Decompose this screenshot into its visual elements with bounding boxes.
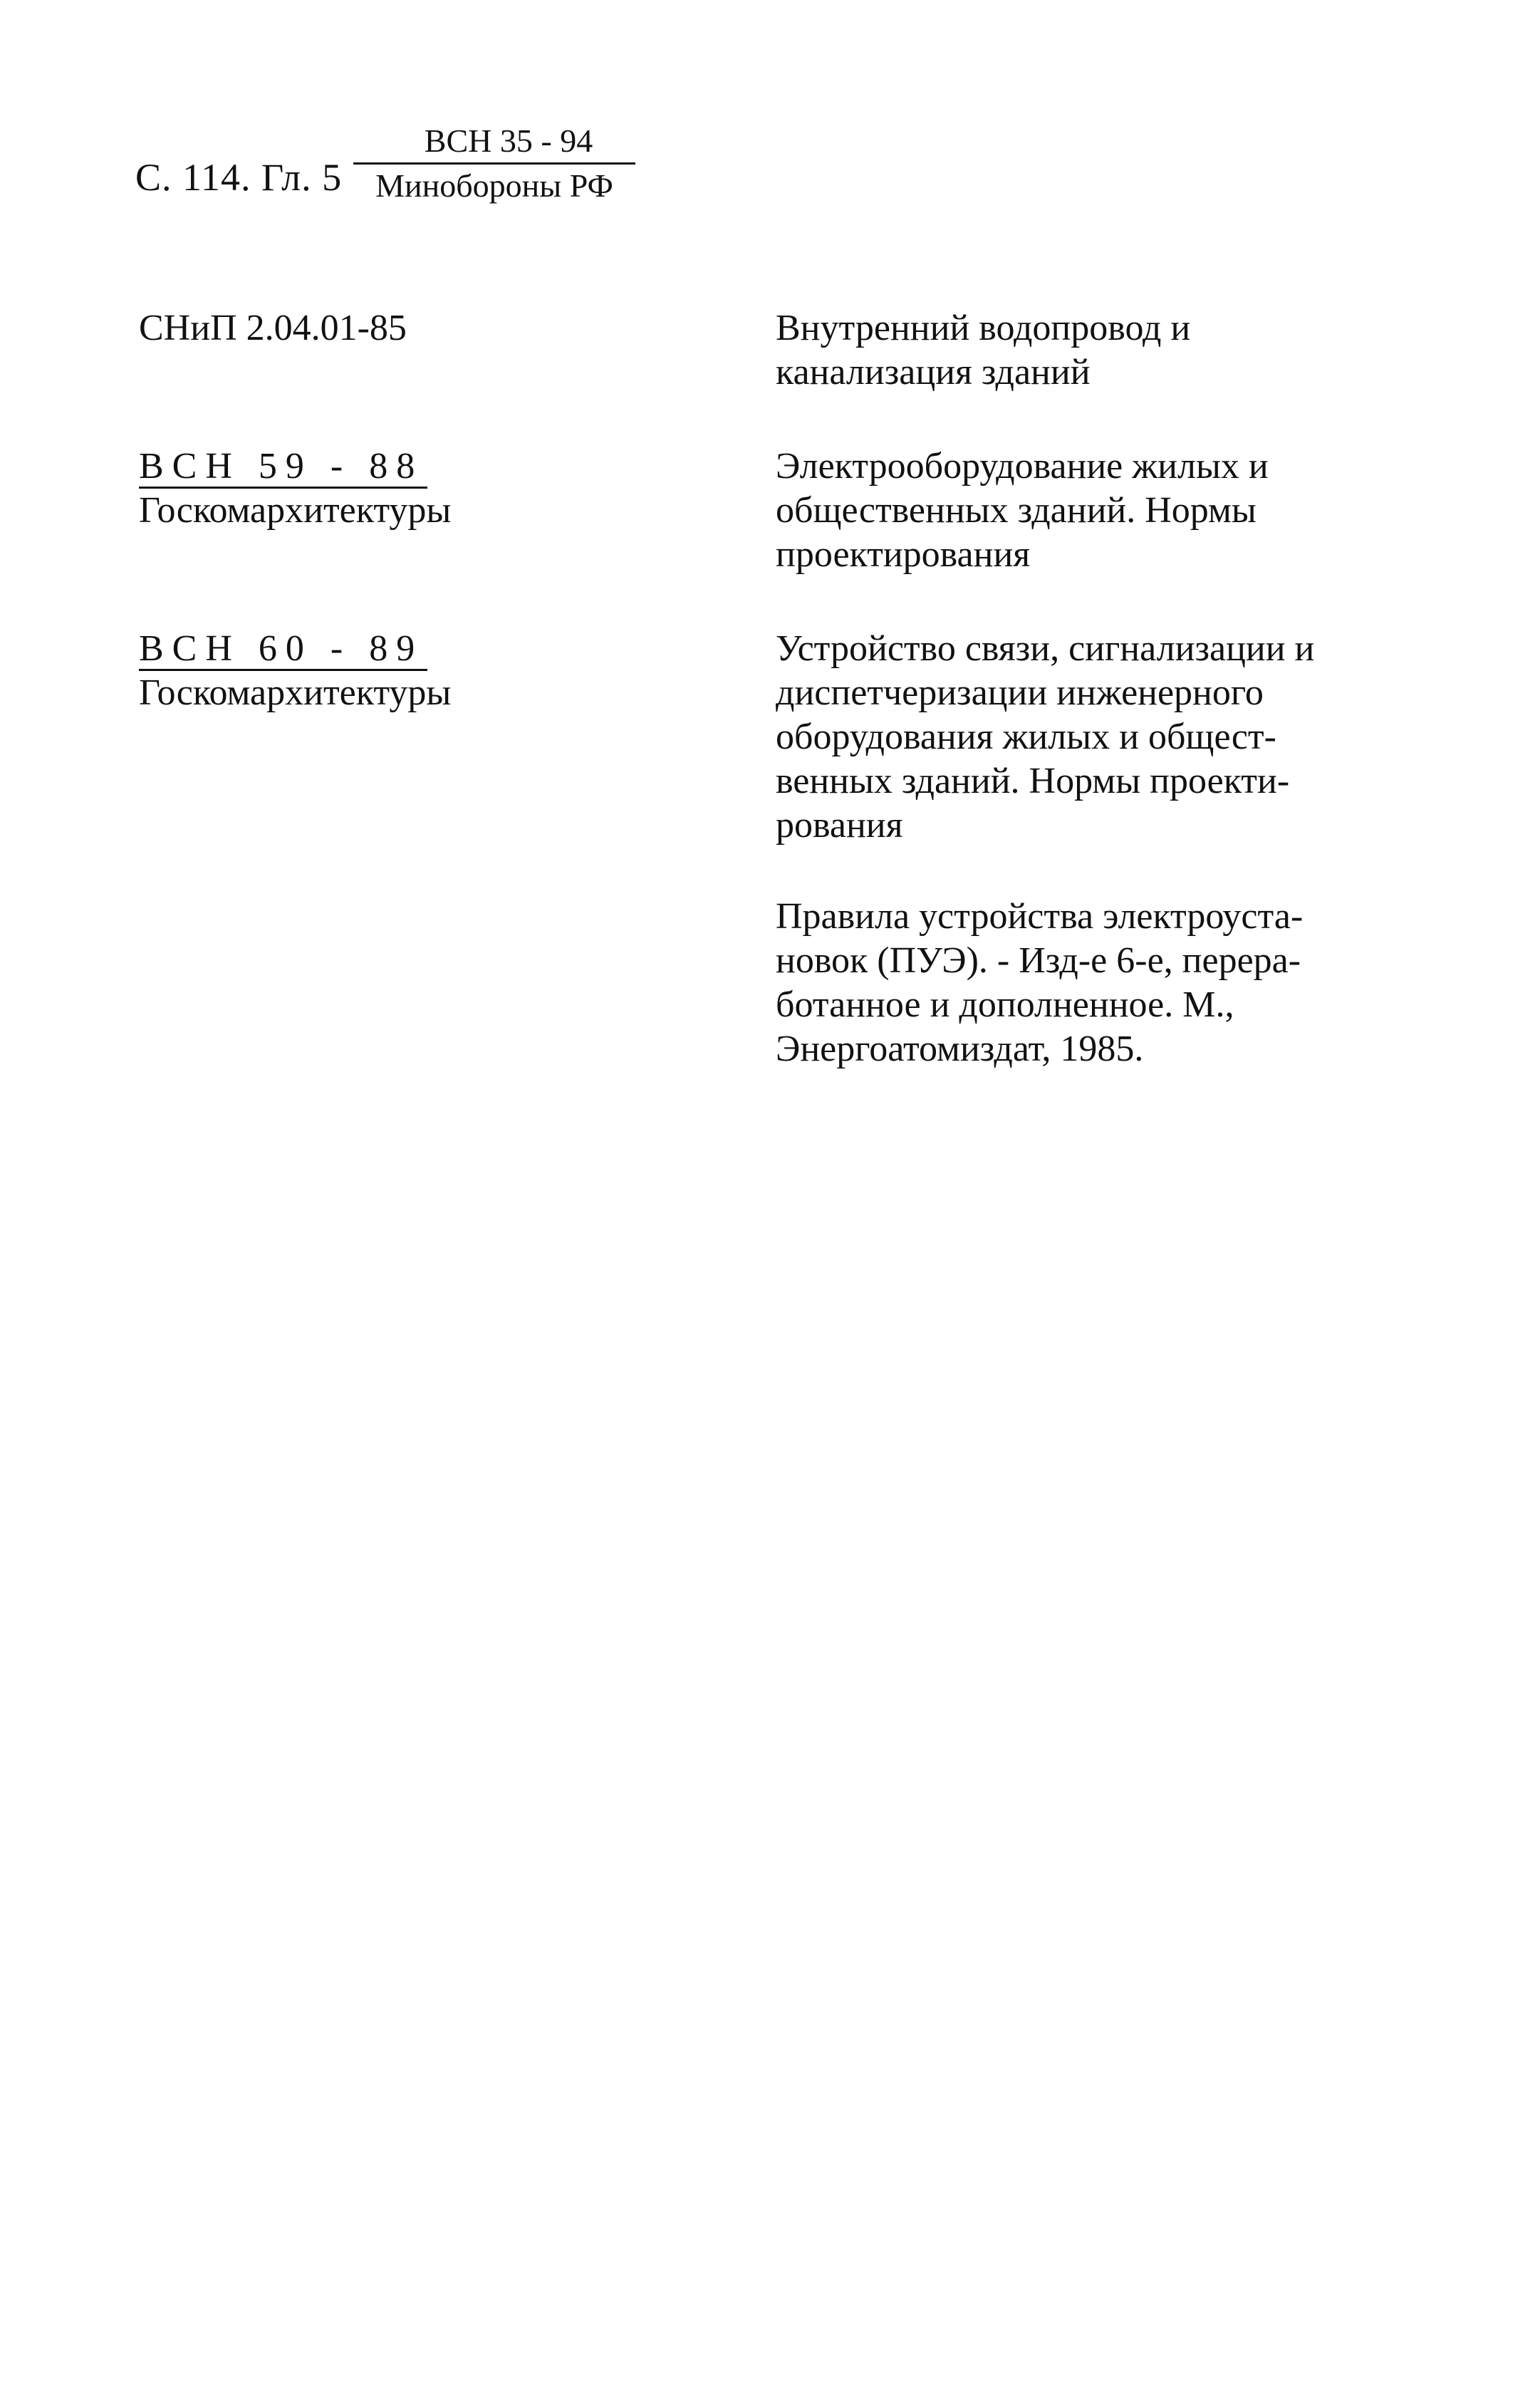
- running-header: [135, 121, 677, 228]
- reference-code-block: [139, 627, 776, 715]
- reference-title: Внутренний водопровод и канализация зданий: [776, 308, 1191, 392]
- fraction-rule: [353, 162, 635, 165]
- reference-code-block: [139, 306, 776, 350]
- reference-org: Госкомархитектуры: [139, 672, 452, 713]
- doc-number: ВСН 35 - 94: [424, 123, 593, 159]
- reference-title: Правила устройства электроуста- новок (ПУЭ). - Изд-е 6-е, перера- ботанное и дополненное. М., Энергоатомиздат, 1985.: [776, 896, 1304, 1069]
- doc-designation: [353, 121, 635, 206]
- reference-item: [139, 627, 1421, 848]
- reference-item: [139, 444, 1421, 577]
- reference-code-block: [139, 444, 776, 533]
- reference-list: [139, 306, 1421, 1071]
- reference-code: ВСН 59 - 88: [139, 447, 427, 489]
- page-label: С. 114. Гл. 5: [135, 156, 343, 199]
- reference-org: Госкомархитектуры: [139, 490, 452, 531]
- reference-item: [139, 306, 1421, 395]
- reference-title: Электрооборудование жилых и общественных зданий. Нормы проектирования: [776, 446, 1269, 575]
- reference-title: Устройство связи, сигнализации и диспетчеризации инженерного оборудования жилых и общест- венных зданий. Нормы проекти- рования: [776, 628, 1315, 846]
- reference-item: [139, 895, 1421, 1071]
- reference-code: ВСН 60 - 89: [139, 629, 427, 671]
- reference-code: СНиП 2.04.01-85: [139, 308, 407, 348]
- doc-org: Минобороны РФ: [375, 167, 613, 204]
